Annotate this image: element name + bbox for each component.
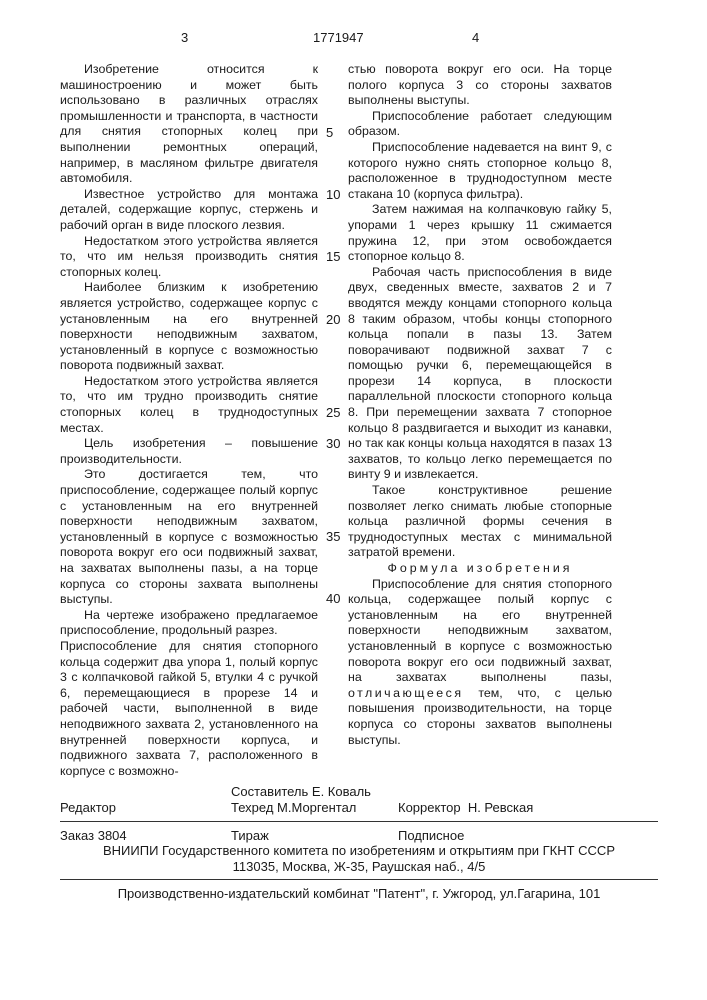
paragraph: Это достигается тем, что приспособление, содержащее полый корпус с установленным на его внутренней поверхности неподвижным захватом, установленный в корпусе с возможностью поворота вокруг его оси подвижный захват, на захватах выполнены пазы, а на торце корпуса со стороны захвата выполнены выступы. [60, 467, 318, 607]
claims-text-before: Приспособление для снятия стопорного кольца, содержащее полый корпус с установленным на его внутренней поверхности неподвижным захватом, установленный в корпусе с возможностью поворота вокруг его оси подвижный захват, на захватах выполнены пазы, [348, 576, 612, 685]
paragraph: Приспособление работает следующим образом. [348, 108, 612, 139]
claims-text-after: тем, что, с целью повышения производительности, на торце корпуса со стороны захватов выполнены выступы. [348, 685, 612, 747]
paragraph: Приспособление для снятия стопорного кольца содержит два упора 1, полый корпус 3 с колпачковой гайкой 5, втулки 4 с ручкой 6, перемещающиеся в прорезе 14 и рабочей части, выполненной в виде неподвижного захвата 2, установленного на внутренней поверхности корпуса, и подвижного захвата 7, расположенного в корпусе с возможно- [60, 638, 318, 778]
claims-spaced: отличающееся [348, 685, 464, 700]
footer-editor: Редактор [60, 800, 116, 815]
paragraph: На чертеже изображено предлагаемое приспособление, продольный разрез. [60, 607, 318, 638]
line-number: 25 [326, 405, 341, 420]
footer-printer: Производственно-издательский комбинат "Патент", г. Ужгород, ул.Гагарина, 101 [117, 886, 601, 901]
paragraph: Изобретение относится к машиностроению и может быть использовано в различных отраслях промышленности и транспорта, в частности для снятия стопорных колец при выполнении ремонтных операций, например, в масляном фильтре двигателя автомобиля. [60, 62, 318, 186]
paragraph: Недостатком этого устройства является то, что им нельзя производить снятия стопорных колец. [60, 233, 318, 279]
line-number: 35 [326, 529, 341, 544]
paragraph: стью поворота вокруг его оси. На торце полого корпуса 3 со стороны захватов выполнены выступы. [348, 62, 612, 108]
line-number: 5 [326, 125, 334, 140]
paragraph: Наиболее близким к изобретению является устройство, содержащее корпус с установленным на его внутренней поверхности неподвижным захватом, установленный в корпусе с возможностью поворота подвижный захват. [60, 280, 318, 373]
paragraph: Затем нажимая на колпачковую гайку 5, упорами 1 через крышку 11 сжимается пружина 12, при этом освобождается стопорное кольцо 8. [348, 202, 612, 264]
paragraph: Рабочая часть приспособления в виде двух, сведенных вместе, захватов 2 и 7 вводятся между концами стопорного кольца 8 таким образом, чтобы концы стопорного кольца попали в пазы 13. Затем поворачивают подвижной захват 7 с помощью ручки 6, перемещающейся в прорези 14 корпуса, в плоскости параллельной плоскости стопорного кольца 8. При перемещении захвата 7 стопорное кольцо 8 раздвигается и выходит из канавки, но так как концы кольца находятся в пазах 13 захватов, то кольцо легко перемещается по винту 9 и извлекается. [348, 264, 612, 482]
line-number: 20 [326, 312, 341, 327]
right-column [348, 62, 612, 748]
paragraph: Недостатком этого устройства является то, что им трудно производить снятие стопорных колец в труднодоступных местах. [60, 373, 318, 435]
paragraph: Цель изобретения – повышение производительности. [60, 436, 318, 466]
line-number: 15 [326, 249, 341, 264]
footer-divider-2 [60, 879, 658, 880]
footer-order: Заказ 3804 [60, 828, 127, 843]
paragraph: Приспособление надевается на винт 9, с которого нужно снять стопорное кольцо 8, расположенное в труднодоступном месте стакана 10 (корпуса фильтра). [348, 139, 612, 201]
page-number-left: 3 [181, 30, 189, 45]
patent-number: 1771947 [313, 30, 364, 45]
footer-circulation: Тираж [231, 828, 269, 843]
claims-text [348, 577, 612, 749]
line-number: 10 [326, 187, 341, 202]
line-number: 30 [326, 436, 341, 451]
claims-heading: Формула изобретения [387, 561, 573, 575]
paragraph: Такое конструктивное решение позволяет легко снимать любые стопорные кольца различной формы сечения в труднодоступных местах с минимальной затратой времени. [348, 483, 612, 560]
paragraph: Известное устройство для монтажа деталей, содержащие корпус, стержень и рабочий орган в виде плоского лезвия. [60, 186, 318, 232]
footer-org-line2: 113035, Москва, Ж-35, Раушская наб., 4/5 [232, 859, 486, 874]
page-number-right: 4 [472, 30, 480, 45]
line-number: 40 [326, 591, 341, 606]
left-column [60, 62, 318, 779]
footer-subscription: Подписное [398, 828, 465, 843]
footer-org-line1: ВНИИПИ Государственного комитета по изобретениям и открытиям при ГКНТ СССР [102, 843, 615, 858]
footer-compiler: Составитель Е. Коваль [231, 784, 371, 799]
footer-corrector: Корректор Н. Ревская [398, 800, 534, 815]
footer-techred: Техред М.Моргентал [231, 800, 357, 815]
footer-divider-1 [60, 821, 658, 822]
